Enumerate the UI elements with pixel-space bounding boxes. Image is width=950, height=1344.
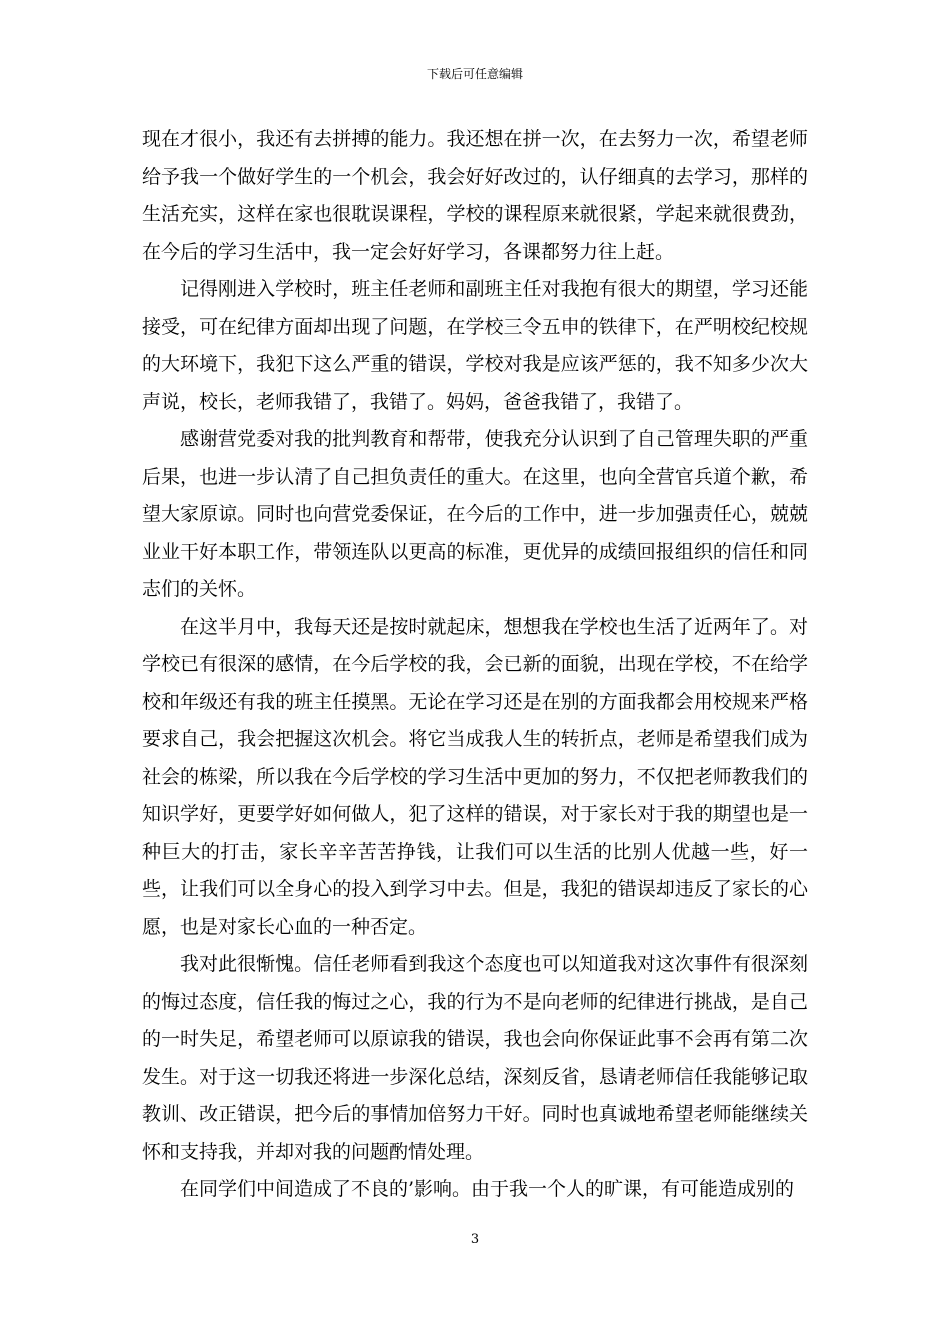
paragraph-1: 现在才很小，我还有去拼搏的能力。我还想在拼一次，在去努力一次，希望老师给予我一个做好学生的一个机会，我会好好改过的，认仔细真的去学习，那样的生活充实，这样在家也很耽误课程，学校的课程原来就很紧，学起来就很费劲，在今后的学习生活中，我一定会好好学习，各课都努力往上赶。 — [142, 128, 808, 263]
paragraph-3: 感谢营党委对我的批判教育和帮带，使我充分认识到了自己管理失职的严重后果，也进一步认清了自己担负责任的重大。在这里，也向全营官兵道个歉，希望大家原谅。同时也向营党委保证，在今后的工作中，进一步加强责任心，兢兢业业干好本职工作，带领连队以更高的标准，更优异的成绩回报组织的信任和同志们的关怀。 — [142, 428, 808, 600]
page-number: 3 — [470, 1232, 480, 1247]
paragraph-2: 记得刚进入学校时，班主任老师和副班主任对我抱有很大的期望，学习还能接受，可在纪律方面却出现了问题，在学校三令五申的铁律下，在严明校纪校规的大环境下，我犯下这么严重的错误，学校对我是应该严惩的，我不知多少次大声说，校长，老师我错了，我错了。妈妈，爸爸我错了，我错了。 — [142, 278, 808, 413]
paragraph-4: 在这半月中，我每天还是按时就起床，想想我在学校也生活了近两年了。对学校已有很深的感情，在今后学校的我，会已新的面貌，出现在学校，不在给学校和年级还有我的班主任摸黑。无论在学习还是在别的方面我都会用校规来严格要求自己，我会把握这次机会。将它当成我人生的转折点，老师是希望我们成为社会的栋梁，所以我在今后学校的学习生活中更加的努力，不仅把老师教我们的知识学好，更要学好如何做人，犯了这样的错误，对于家长对于我的期望也是一种巨大的打击，家长辛辛苦苦挣钱，让我们可以生活的比别人优越一些，好一些，让我们可以全身心的投入到学习中去。但是，我犯的错误却违反了家长的心愿，也是对家长心血的一种否定。 — [142, 615, 808, 938]
paragraph-5: 我对此很惭愧。信任老师看到我这个态度也可以知道我对这次事件有很深刻的悔过态度，信任我的悔过之心，我的行为不是向老师的纪律进行挑战，是自己的一时失足，希望老师可以原谅我的错误，我也会向你保证此事不会再有第二次发生。对于这一切我还将进一步深化总结，深刻反省，恳请老师信任我能够记取教训、改正错误，把今后的事情加倍努力干好。同时也真诚地希望老师能继续关怀和支持我，并却对我的问题酌情处理。 — [142, 953, 808, 1163]
document-body — [142, 121, 808, 1209]
page-header: 下载后可任意编辑 — [426, 67, 523, 81]
paragraph-6: 在同学们中间造成了不良的’影响。由于我一个人的旷课，有可能造成别的 — [180, 1178, 795, 1200]
